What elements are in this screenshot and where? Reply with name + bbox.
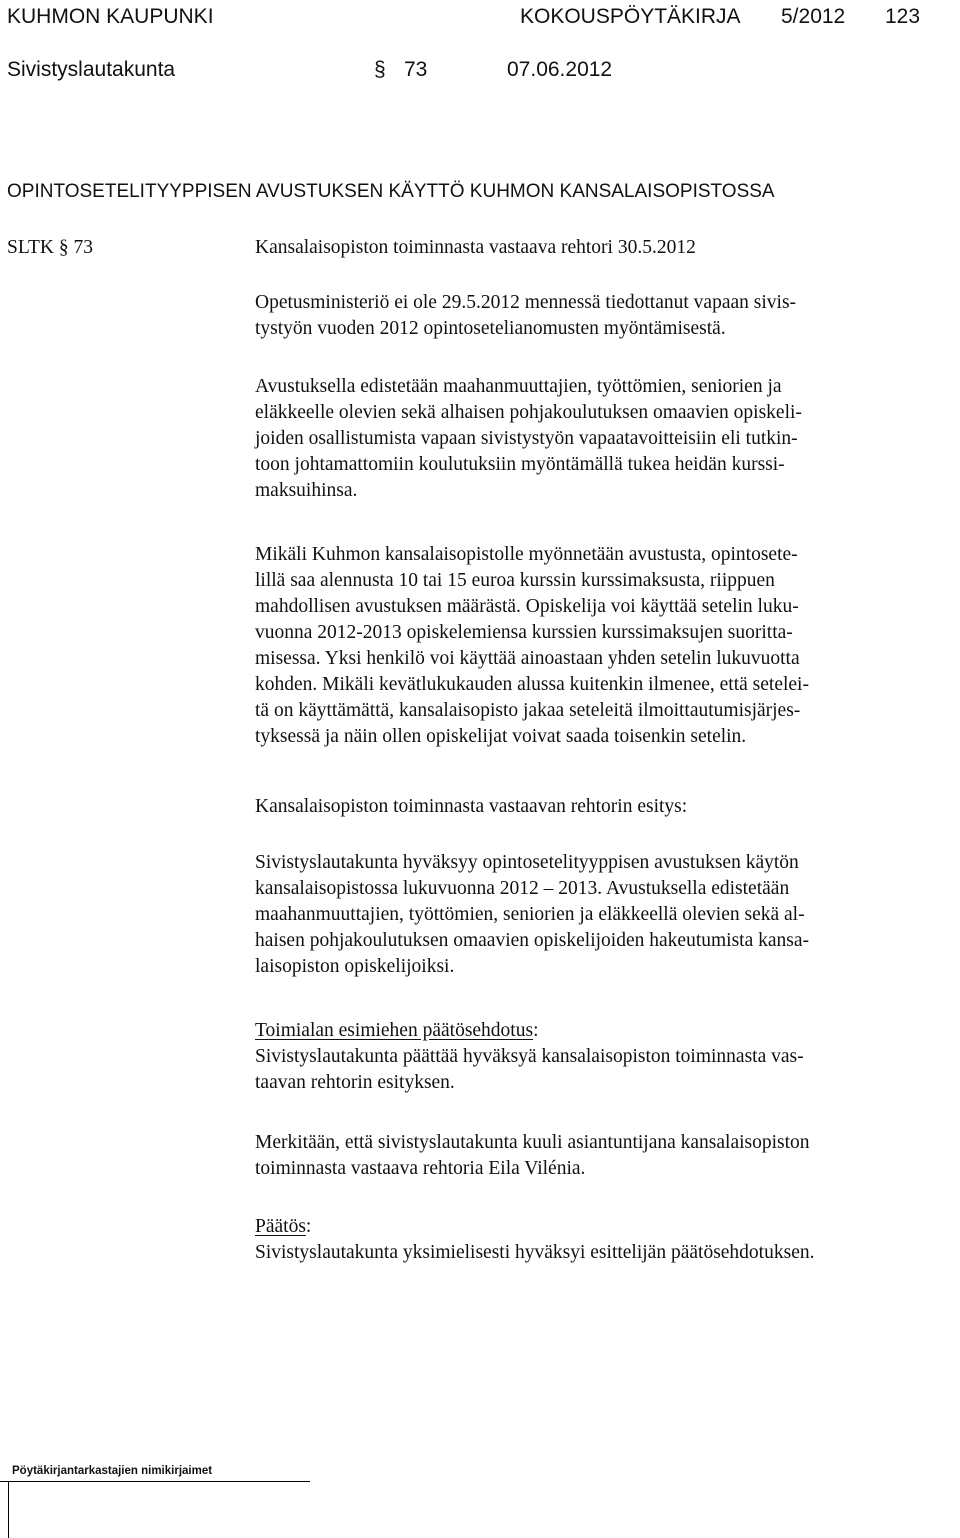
text-line: mahdollisen avustuksen määrästä. Opiskelija voi käyttää setelin luku- — [255, 596, 799, 617]
paragraph-proposal — [255, 850, 935, 980]
section-number: 73 — [404, 58, 428, 81]
document-number: 5/2012 — [781, 5, 846, 28]
signature-box-left-border — [8, 1481, 9, 1538]
text-line: tä on käyttämättä, kansalaisopisto jakaa seteleitä ilmoittautumisjärjes- — [255, 700, 801, 721]
case-reference — [7, 235, 93, 261]
text-line: Sivistyslautakunta hyväksyy opintosetelityyppisen avustuksen käytön — [255, 852, 799, 873]
page-number: 123 — [885, 5, 921, 28]
text-line: joiden osallistumista vapaan sivistystyön vapaatavoitteisiin eli tutkin- — [255, 428, 798, 449]
case-number: 73 — [73, 237, 93, 258]
decision-heading-text: Päätös — [255, 1216, 306, 1237]
decision-text: Sivistyslautakunta yksimielisesti hyväksyi esittelijän päätösehdotuksen. — [255, 1242, 815, 1263]
text-line: maahanmuuttajien, työttömien, seniorien ja eläkkeellä olevien sekä al- — [255, 904, 805, 925]
meeting-date: 07.06.2012 — [507, 58, 613, 81]
text-line: tyksessä ja näin ollen opiskelijat voivat saada toisenkin setelin. — [255, 726, 747, 747]
document-type: KOKOUSPÖYTÄKIRJA — [520, 5, 741, 28]
text-line: maksuihinsa. — [255, 480, 358, 501]
decision-colon: : — [305, 1216, 312, 1237]
decision-proposal-colon: : — [533, 1020, 539, 1041]
text-line: laisopiston opiskelijoiksi. — [255, 956, 455, 977]
paragraph-grant-purpose — [255, 374, 935, 504]
text-line: haisen pohjakoulutuksen omaavien opiskelijoiden hakeutumista kansa- — [255, 930, 809, 951]
page-title: OPINTOSETELITYYPPISEN AVUSTUKSEN KÄYTTÖ KUHMON KANSALAISOPISTOSSA — [7, 181, 775, 202]
text-line: toiminnasta vastaava rehtoria Eila Vilénia. — [255, 1158, 586, 1179]
text-line: Opetusministeriö ei ole 29.5.2012 mennessä tiedottanut vapaan sivis- — [255, 292, 797, 313]
text-line: Merkitään, että sivistyslautakunta kuuli asiantuntijana kansalaisopiston — [255, 1132, 810, 1153]
text-line: taavan rehtorin esityksen. — [255, 1072, 455, 1093]
text-line: vuonna 2012-2013 opiskelemiensa kurssien kurssimaksujen suoritta- — [255, 622, 793, 643]
committee-name: Sivistyslautakunta — [7, 58, 176, 81]
organization-name: KUHMON KAUPUNKI — [7, 5, 214, 28]
paragraph-note — [255, 1130, 935, 1182]
paragraph-voucher-details — [255, 542, 935, 750]
section-sign: § — [374, 58, 386, 81]
text-line: toon johtamattomiin koulutuksiin myöntämällä tukea heidän kurssi- — [255, 454, 785, 475]
text-line: lillä saa alennusta 10 tai 15 euroa kurssin kurssimaksusta, riippuen — [255, 570, 775, 591]
signature-box-top-border — [0, 1481, 310, 1482]
decision-heading — [255, 1214, 935, 1240]
text-line: Avustuksella edistetään maahanmuuttajien, työttömien, seniorien ja — [255, 376, 782, 397]
text-line: Sivistyslautakunta päättää hyväksyä kansalaisopiston toiminnasta vas- — [255, 1046, 804, 1067]
text-line: kansalaisopistossa lukuvuonna 2012 – 2013. Avustuksella edistetään — [255, 878, 790, 899]
signatures-label: Pöytäkirjantarkastajien nimikirjaimet — [12, 1465, 213, 1477]
decision-proposal-heading — [255, 1018, 935, 1044]
case-prefix: SLTK — [7, 237, 54, 258]
decision-section — [255, 1214, 935, 1266]
text-line: Mikäli Kuhmon kansalaisopistolle myönnetään avustusta, opintosete- — [255, 544, 798, 565]
decision-proposal-heading-text: Toimialan esimiehen päätösehdotus — [255, 1020, 534, 1041]
case-section-sign: § — [58, 237, 69, 258]
proposal-heading: Kansalaisopiston toiminnasta vastaavan rehtorin esitys: — [255, 796, 688, 817]
decision-proposal-section — [255, 1018, 935, 1096]
preparer-line: Kansalaisopiston toiminnasta vastaava rehtori 30.5.2012 — [255, 237, 696, 258]
text-line: eläkkeelle olevien sekä alhaisen pohjakoulutuksen omaavien opiskeli- — [255, 402, 802, 423]
paragraph-ministry-notice — [255, 290, 935, 342]
text-line: misessa. Yksi henkilö voi käyttää ainoastaan yhden setelin lukuvuotta — [255, 648, 800, 669]
text-line: tystyön vuoden 2012 opintosetelianomusten myöntämisestä. — [255, 318, 726, 339]
text-line: kohden. Mikäli kevätlukukauden alussa kuitenkin ilmenee, että seteleі- — [255, 674, 809, 695]
